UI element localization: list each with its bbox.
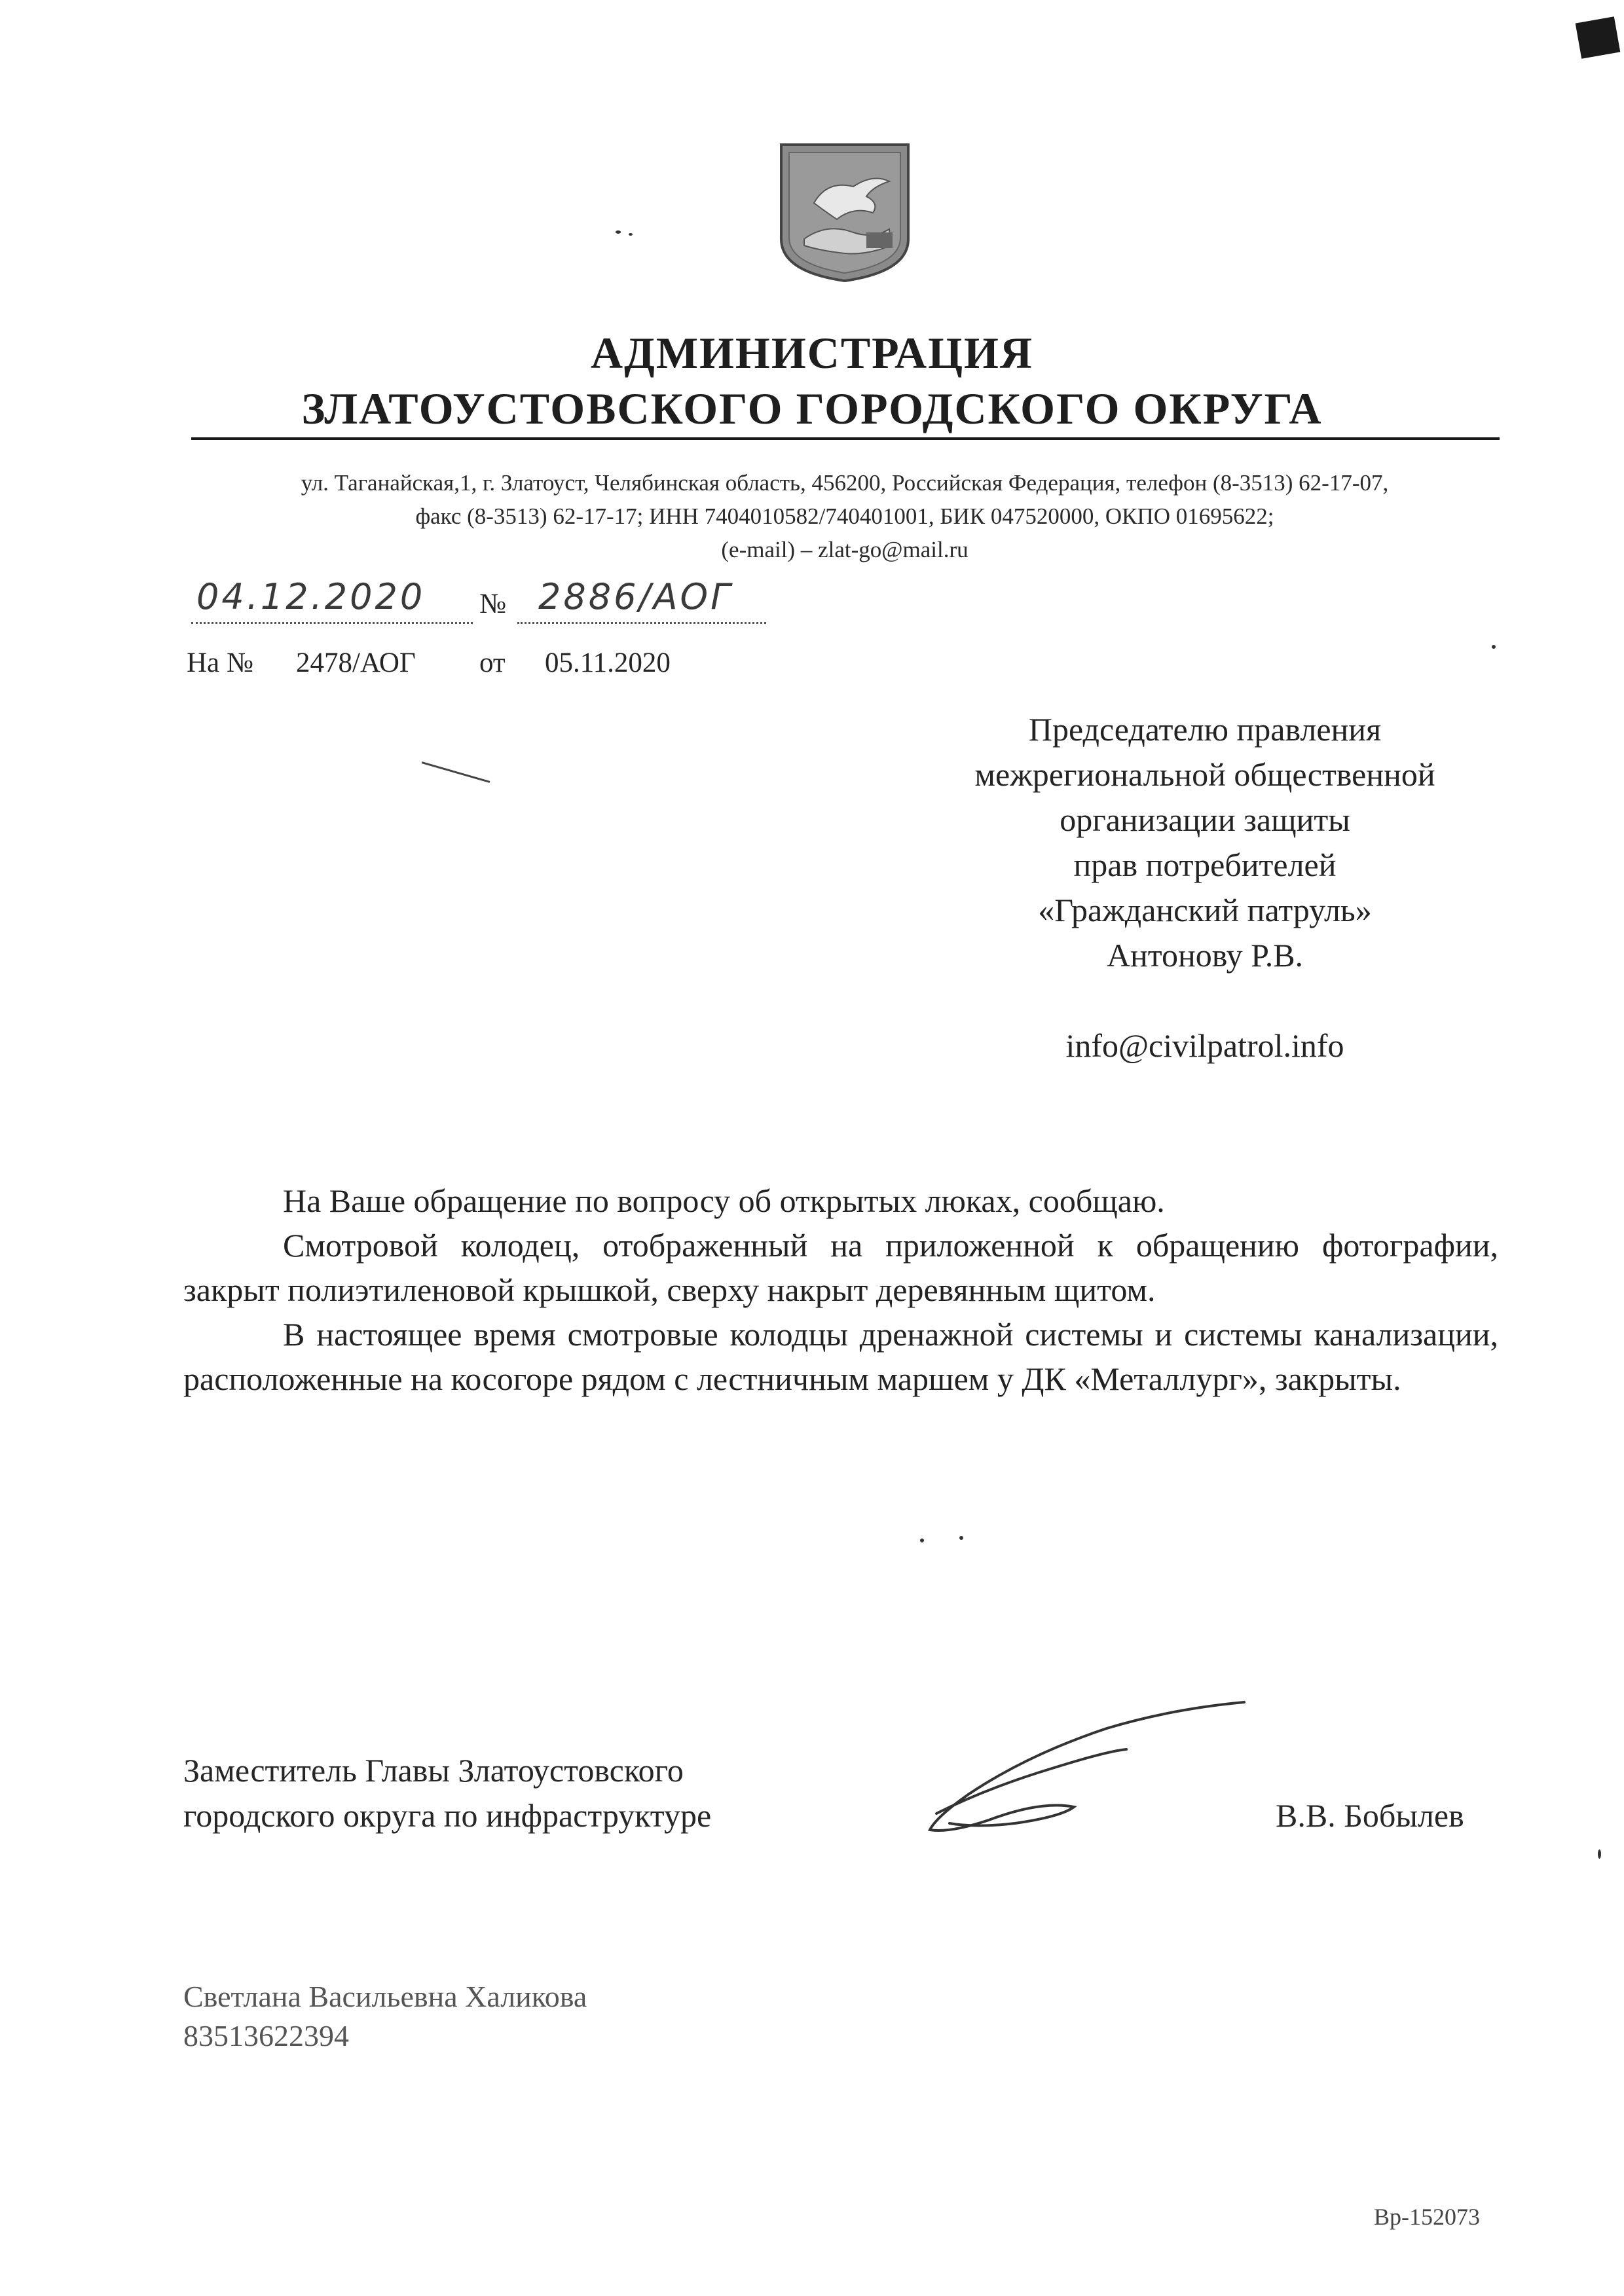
document-code: Вр-152073 — [1374, 2204, 1480, 2230]
executor-phone: 83513622394 — [183, 2019, 349, 2052]
recipient-line: «Гражданский патруль» — [1038, 892, 1372, 928]
outgoing-date: 04.12.2020 — [196, 576, 426, 617]
recipient-line: Антонову Р.В. — [1106, 937, 1304, 974]
address-line: (e-mail) – zlat-go@mail.ru — [721, 537, 969, 562]
recipient-line: организации защиты — [1060, 801, 1350, 838]
body-paragraph: На Ваше обращение по вопросу об открытых люках, сообщаю. — [283, 1182, 1165, 1219]
address-line: ул. Таганайская,1, г. Златоуст, Челябинская область, 456200, Российская Федерация, телефон (8-3513) 62-17-07, — [301, 470, 1389, 496]
address-block — [170, 466, 1519, 566]
recipient-email: info@civilpatrol.info — [1065, 1027, 1344, 1064]
body-paragraph: В настоящее время смотровые колодцы дренажной системы и системы канализации, расположенные на косогоре рядом с лестничным маршем у ДК «Металлург», закрыты. — [183, 1316, 1498, 1397]
position-line: городского округа по инфраструктуре — [183, 1797, 712, 1834]
scan-speck — [959, 1536, 963, 1540]
executor-name: Светлана Васильевна Халикова — [183, 1980, 587, 2013]
reference-date: 05.11.2020 — [545, 647, 671, 678]
recipient-line: Председателю правления — [1028, 711, 1382, 748]
executor-block — [183, 1977, 587, 2056]
scan-speck — [616, 230, 621, 234]
body-paragraph: Смотровой колодец, отображенный на приложенной к обращению фотографии, закрыт полиэтиленовой крышкой, сверху накрыт деревянным щитом. — [183, 1227, 1498, 1308]
recipient-line: прав потребителей — [1073, 847, 1337, 883]
scan-corner-mark — [1576, 16, 1621, 59]
header-divider — [191, 437, 1500, 440]
scan-speck — [920, 1539, 924, 1542]
recipient-line: межрегиональной общественной — [974, 756, 1435, 793]
signatory-position — [183, 1748, 711, 1838]
letter-body — [183, 1178, 1498, 1401]
reference-number: 2478/АОГ — [296, 647, 416, 678]
address-line: факс (8-3513) 62-17-17; ИНН 7404010582/740401001, БИК 047520000, ОКПО 01695622; — [415, 503, 1274, 529]
scan-speck — [1492, 645, 1496, 649]
outgoing-number-line — [517, 622, 766, 624]
recipient-block — [858, 707, 1552, 1068]
outgoing-number-label: № — [479, 589, 507, 619]
outgoing-date-line — [191, 622, 473, 624]
position-line: Заместитель Главы Златоустовского — [183, 1752, 684, 1789]
reference-label: На № — [187, 647, 253, 678]
outgoing-number: 2886/АОГ — [538, 576, 733, 617]
org-title-line2: ЗЛАТОУСТОВСКОГО ГОРОДСКОГО ОКРУГА — [301, 384, 1323, 433]
coat-of-arms-emblem — [775, 141, 915, 285]
handwritten-signature — [910, 1689, 1251, 1846]
scan-speck — [1598, 1850, 1601, 1859]
reference-from-label: от — [479, 647, 506, 678]
scan-speck — [629, 233, 633, 236]
signatory-name: В.В. Бобылев — [1276, 1797, 1464, 1834]
scan-mark — [422, 761, 490, 783]
org-title-line1: АДМИНИСТРАЦИЯ — [590, 328, 1034, 378]
